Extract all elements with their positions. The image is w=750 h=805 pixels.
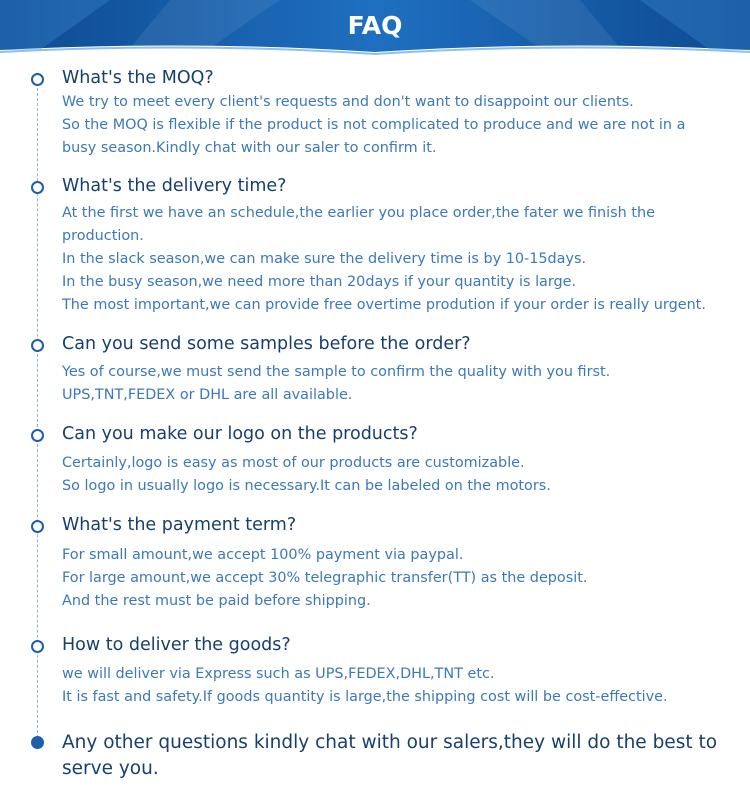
circle-marker-icon bbox=[31, 429, 44, 442]
answer-line: At the first we have an schedule,the earlier you place order,the fater we finish the bbox=[62, 205, 655, 221]
answer-line: For large amount,we accept 30% telegraphic transfer(TT) as the deposit. bbox=[62, 570, 588, 586]
faq-answer bbox=[62, 361, 732, 407]
faq-question: What's the MOQ? bbox=[62, 68, 214, 88]
answer-line: UPS,TNT,FEDEX or DHL are all available. bbox=[62, 387, 353, 403]
answer-line: busy season.Kindly chat with our saler to confirm it. bbox=[62, 140, 437, 156]
answer-line: production. bbox=[62, 228, 144, 244]
faq-answer bbox=[62, 452, 732, 498]
faq-answer bbox=[62, 91, 732, 160]
faq-answer bbox=[62, 663, 732, 709]
circle-marker-icon bbox=[31, 339, 44, 352]
answer-line: For small amount,we accept 100% payment via paypal. bbox=[62, 547, 464, 563]
answer-line: So logo in usually logo is necessary.It can be labeled on the motors. bbox=[62, 478, 551, 494]
answer-line: In the busy season,we need more than 20days if your quantity is large. bbox=[62, 274, 577, 290]
answer-line: we will deliver via Express such as UPS,FEDEX,DHL,TNT etc. bbox=[62, 666, 495, 682]
page-title: FAQ bbox=[347, 11, 403, 40]
faq-question: How to deliver the goods? bbox=[62, 635, 291, 655]
closing-statement: Any other questions kindly chat with our salers,they will do the best to serve you. bbox=[62, 732, 718, 779]
faq-question: What's the payment term? bbox=[62, 515, 297, 535]
faq-question: What's the delivery time? bbox=[62, 176, 287, 196]
answer-line: So the MOQ is flexible if the product is not complicated to produce and we are not in a bbox=[62, 117, 686, 133]
filled-dot-icon bbox=[31, 736, 44, 749]
answer-line: Yes of course,we must send the sample to confirm the quality with you first. bbox=[62, 364, 611, 380]
answer-line: We try to meet every client's requests and don't want to disappoint our clients. bbox=[62, 94, 634, 110]
answer-line: In the slack season,we can make sure the delivery time is by 10-15days. bbox=[62, 251, 587, 267]
faq-answer bbox=[62, 202, 732, 317]
circle-marker-icon bbox=[31, 73, 44, 86]
faq-question: Can you make our logo on the products? bbox=[62, 424, 418, 444]
circle-marker-icon bbox=[31, 181, 44, 194]
answer-line: It is fast and safety.If goods quantity is large,the shipping cost will be cost-effective. bbox=[62, 689, 668, 705]
circle-marker-icon bbox=[31, 640, 44, 653]
faq-question: Can you send some samples before the order? bbox=[62, 334, 471, 354]
faq-header-banner bbox=[0, 0, 750, 60]
answer-line: Certainly,logo is easy as most of our products are customizable. bbox=[62, 455, 525, 471]
answer-line: And the rest must be paid before shipping. bbox=[62, 593, 371, 609]
circle-marker-icon bbox=[31, 520, 44, 533]
answer-line: The most important,we can provide free overtime prodution if your order is really urgent. bbox=[62, 297, 706, 313]
faq-answer bbox=[62, 544, 732, 613]
